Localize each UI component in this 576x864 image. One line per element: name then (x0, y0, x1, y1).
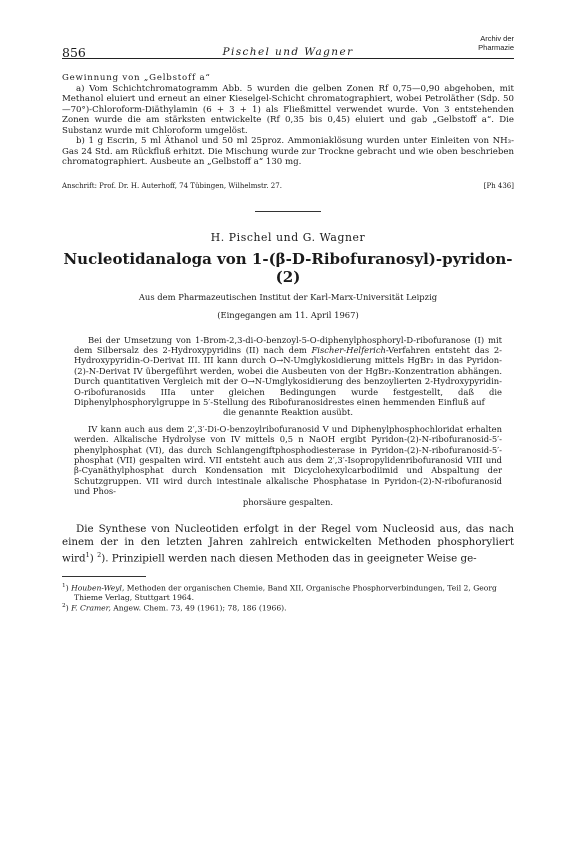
abstract (62, 335, 514, 508)
footnote-1-text: Methoden der organischen Chemie, Band XII, Organische Phosphorverbindungen, Teil 2, Georg Thieme Verlag, Stuttgart 1964. (74, 583, 497, 602)
footnote-2-author: F. Cramer, (71, 603, 111, 613)
paragraph-b: b) 1 g Escrin, 5 ml Äthanol und 50 ml 25proz. Ammoniaklösung wurden unter Einleiten von NH₃-Gas 24 Std. am Rückfluß erhitzt. Die Mischung wurde zur Trockne gebracht und wie oben beschrieben chromatographiert. Ausbeute an „Gelbstoff a“ 130 mg. (62, 136, 514, 167)
journal-name-line2: Pharmazie (478, 43, 514, 52)
running-header (62, 30, 514, 59)
reference-code: [Ph 436] (483, 181, 514, 190)
body-paragraph (62, 523, 514, 566)
author-address: Anschrift: Prof. Dr. H. Auterhoff, 74 Tübingen, Wilhelmstr. 27. (62, 181, 282, 190)
paragraph-a: a) Vom Schichtchromatogramm Abb. 5 wurden die gelben Zonen Rf 0,75—0,90 abgehoben, mit Methanol eluiert und erneut an einer Kieselgel-Schicht chromatographiert, wobei Petroläther (Sdp. 50—70°)-Chloroform-Diäthylamin (6 + 3 + 1) als Fließmittel verwendet wurde. Von 3 entstehenden Zonen wurde die am stärksten entwickelte (Rf 0,35 bis 0,45) eluiert und gab „Gelbstoff a“. Die Substanz wurde mit Chloroform umgelöst. (62, 83, 514, 136)
footnote-2-text: Angew. Chem. 73, 49 (1961); 78, 186 (1966). (110, 603, 287, 613)
journal-page (62, 30, 514, 613)
received-date: (Eingegangen am 11. April 1967) (217, 309, 359, 320)
body-text-2: ). Prinzipiell werden nach diesen Methoden das in geeigneter Weise ge- (101, 552, 477, 565)
abstract-paragraph-2: IV kann auch aus dem 2′,3′-Di-O-benzoylribofuranosid V und Diphenylphosphochloridat erhalten werden. Alkalische Hydrolyse von IV mittels 0,5 n NaOH ergibt Pyridon-(2)-N-ribofuranosid-5′-phenylphosphat (VI), das durch Schlangengiftphosphodiesterase in Pyridon-(2)-N-ribofuranosid-5′-phosphat (VII) gespalten wird. VII entsteht auch aus dem 2′,3′-Isopropylidenribofuranosid VIII und β-Cyanäthylphosphat durch Kondensation mit Dicyclohexylcarbodiimid und Abspaltung der Schutzgruppen. VII wird durch intestinale alkalische Phosphatase in Pyridon-(2)-N-ribofuranosid und Phos- (74, 423, 502, 497)
footnote-1-author: Houben-Weyl, (71, 583, 125, 593)
body-text-1: Die Synthese von Nucleotiden erfolgt in der Regel vom Nucleosid aus, das nach einem der in den letzten Jahren zahlreich entwickelten Methoden phosphoryliert wird (62, 523, 514, 565)
running-authors: Pischel und Wagner (222, 46, 354, 58)
footnote-1: $^1$) Houben-Weyl, Methoden der organischen Chemie, Band XII, Organische Phosphorverbindungen, Teil 2, Georg Thieme Verlag, Stuttgart 1964. (62, 583, 497, 602)
body-footnote-ref-1: 1 (85, 551, 90, 560)
abstract-paragraph-1 (74, 335, 502, 408)
author-address-row (62, 182, 514, 191)
abstract-paragraph-1-last-line: die genannte Reaktion ausübt. (222, 407, 354, 418)
section-heading: Gewinnung von „Gelbstoff a“ (62, 73, 211, 83)
body-footnote-ref-2: 2 (97, 551, 102, 560)
abstract-1-mid: -Verfahren entsteht das 2-Hydroxypyridin-O-Derivat III. III kann durch O→N-Umglykosidierung mittels HgBr₂ in das Pyridon-(2)-N-Derivat IV übergeführt werden, wobei die Ausbeuten von der HgBr₂-Konzentration abhängen. Durch quantitativen Vergleich mit der O→N-Umglykosidierung des benzoylierten 2-Hydroxypyridin-O-ribofuranosids IIIa unter gleichen Bedingungen wurde festgestellt, daß die Diphenylphosphorylgruppe in 5′-Stellung des Ribofuranosidrestes einen hemmenden Einfluß auf (74, 344, 502, 407)
body-sep: ) (89, 552, 98, 565)
footnote-2-number: 2 (62, 603, 66, 610)
page-number: 856 (62, 45, 86, 60)
article-separator (255, 211, 321, 212)
article-authors: H. Pischel und G. Wagner (210, 230, 366, 244)
institute-line: Aus dem Pharmazeutischen Institut der Karl-Marx-Universität Leipzig (138, 291, 438, 302)
journal-name (478, 34, 514, 52)
footnote-rule (62, 576, 146, 577)
abstract-1-pre: Bei der Umsetzung von 1-Brom-2,3-di-O-benzoyl-5-O-diphenylphosphoryl-D-ribofuranose (I) mit dem Silbersalz des 2-Hydroxypyridins (II) nach dem (74, 334, 502, 355)
journal-name-line1: Archiv der (480, 34, 514, 43)
footnotes (62, 582, 514, 613)
abstract-1-method-name: Fischer-Helferich (311, 344, 386, 355)
footnote-2: $^2$) F. Cramer, Angew. Chem. 73, 49 (1961); 78, 186 (1966). (62, 603, 287, 613)
footnote-1-number: 1 (62, 583, 66, 589)
abstract-paragraph-2-last-line: phorsäure gespalten. (242, 496, 334, 507)
article-title: Nucleotidanaloga von 1-(β-D-Ribofuranosyl)-pyridon-(2) (63, 249, 513, 286)
